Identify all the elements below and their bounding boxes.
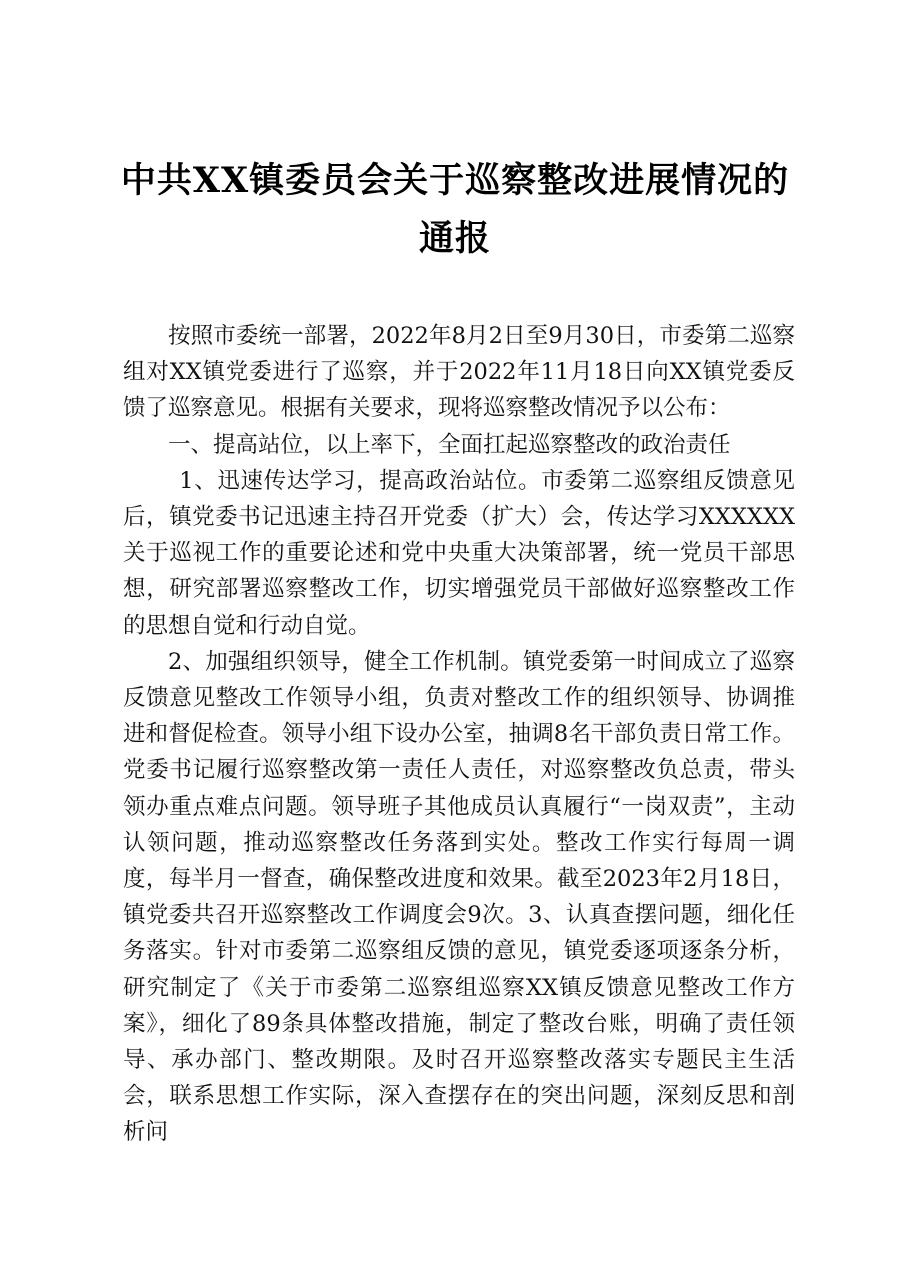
item-paragraph-1: 1、迅速传达学习，提高政治站位。市委第二巡察组反馈意见后，镇党委书记迅速主持召开党委（扩大）会，传达学习XXXXXX关于巡视工作的重要论述和党中央重大决策部署，统一党员干部思想，研究部署巡察整改工作，切实增强党员干部做好巡察整改工作的思想自觉和行动自觉。 xyxy=(123,467,795,639)
intro-paragraph: 按照市委统一部署，2022年8月2日至9月30日，市委第二巡察组对XX镇党委进行了巡察，并于2022年11月18日向XX镇党委反馈了巡察意见。根据有关要求，现将巡察整改情况予以公布： xyxy=(123,323,795,422)
document-body xyxy=(123,318,795,1151)
document-title: 中共XX镇委员会关于巡察整改进展情况的通报 xyxy=(120,160,790,259)
item-paragraph-2: 2、加强组织领导，健全工作机制。镇党委第一时间成立了巡察反馈意见整改工作领导小组，负责对整改工作的组织领导、协调推进和督促检查。领导小组下设办公室，抽调8名干部负责日常工作。党委书记履行巡察整改第一责任人责任，对巡察整改负总责，带头领办重点难点问题。领导班子其他成员认真履行“一岗双责”，主动认领问题，推动巡察整改任务落到实处。整改工作实行每周一调度，每半月一督查，确保整改进度和效果。截至2023年2月18日，镇党委共召开巡察整改工作调度会9次。3、认真查摆问题，细化任务落实。针对市委第二巡察组反馈的意见，镇党委逐项逐条分析，研究制定了《关于市委第二巡察组巡察XX镇反馈意见整改工作方案》，细化了89条具体整改措施，制定了整改台账，明确了责任领导、承办部门、整改期限。及时召开巡察整改落实专题民主生活会，联系思想工作实际，深入查摆存在的突出问题，深刻反思和剖析问 xyxy=(123,648,795,1146)
section-heading-1: 一、提高站位，以上率下，全面扛起巡察整改的政治责任 xyxy=(168,431,731,458)
